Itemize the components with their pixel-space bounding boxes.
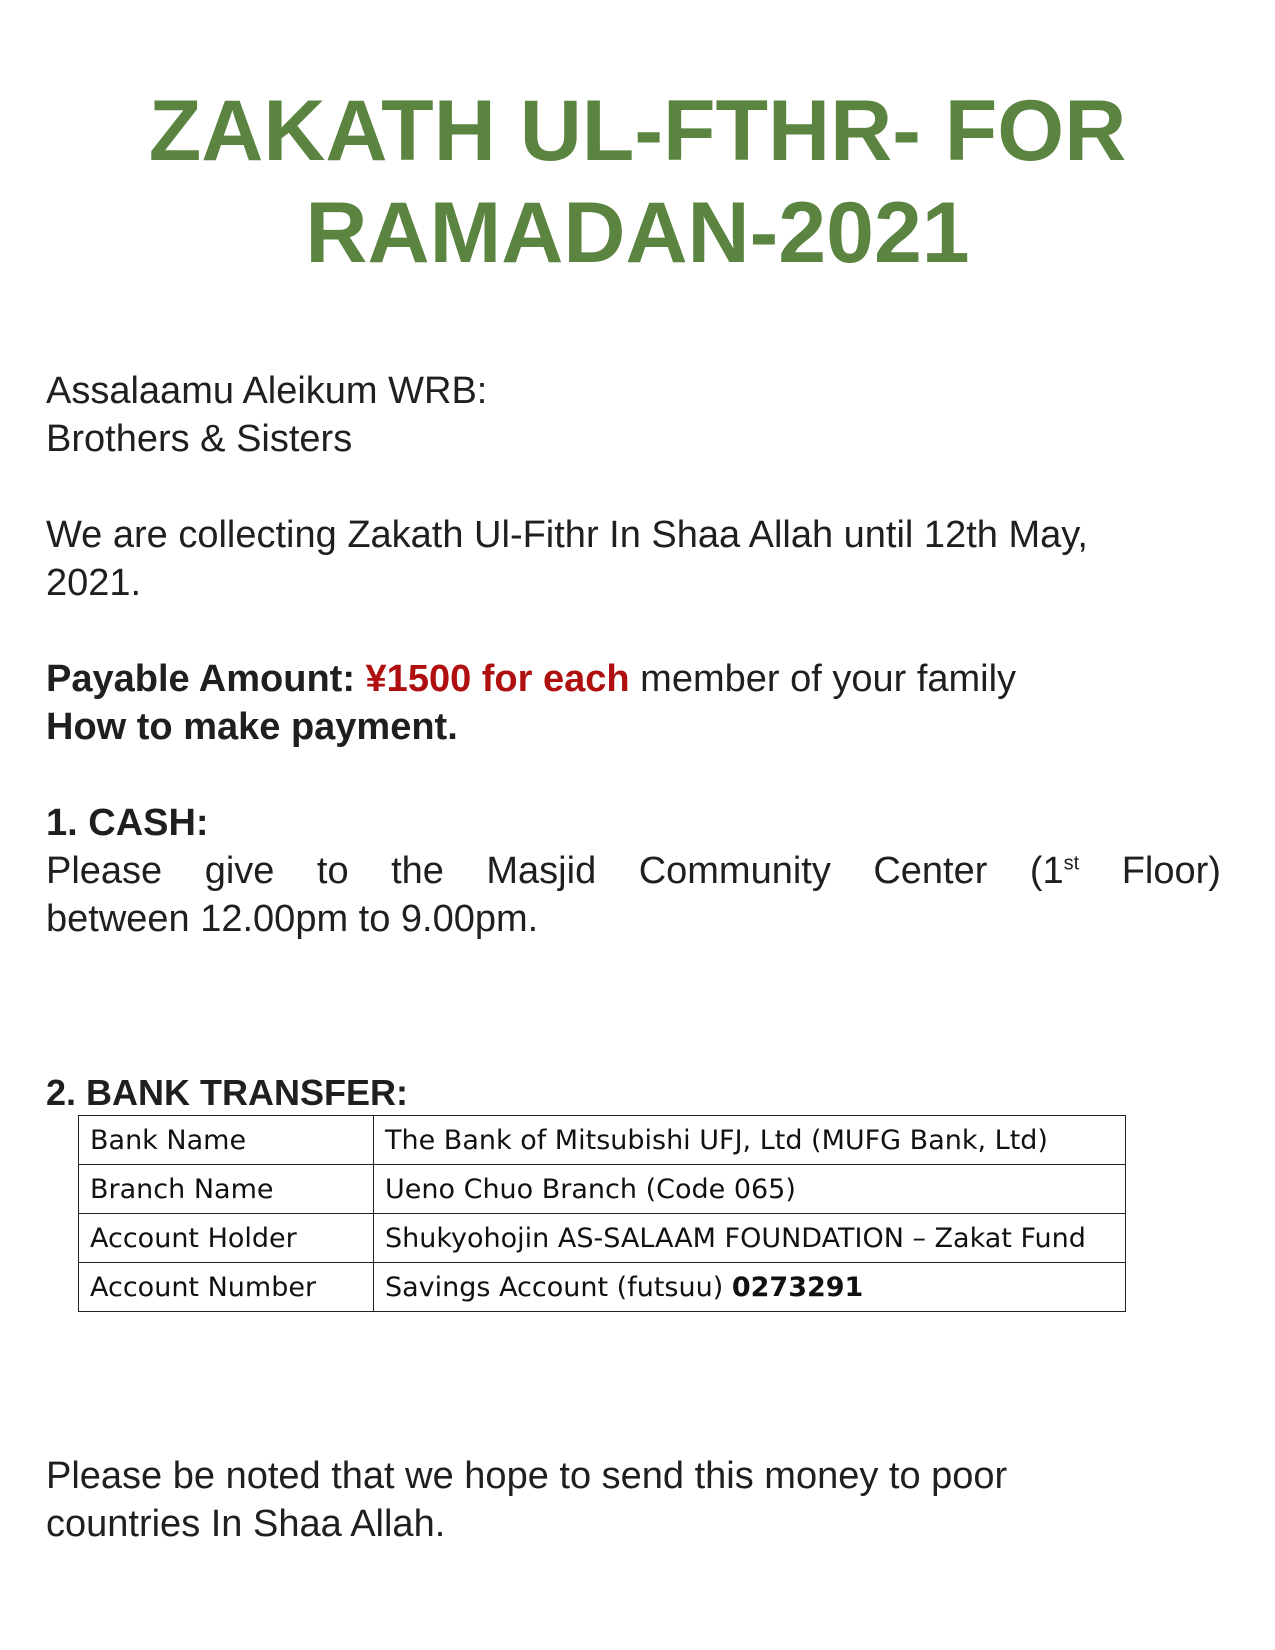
closing-note-line-1: Please be noted that we hope to send this money to poor bbox=[46, 1455, 1008, 1497]
cash-word: Please bbox=[46, 850, 163, 892]
collection-notice bbox=[46, 511, 1221, 607]
payable-section bbox=[46, 655, 1221, 751]
bank-details-table bbox=[78, 1115, 1126, 1312]
payable-rest: member of your family bbox=[640, 658, 1017, 700]
cash-instructions bbox=[46, 847, 1221, 943]
cash-word: Masjid bbox=[486, 850, 597, 892]
how-to-pay-heading: How to make payment. bbox=[46, 706, 458, 748]
cash-word: to bbox=[316, 850, 349, 892]
closing-note bbox=[46, 1452, 1221, 1548]
collection-notice-line-2: 2021. bbox=[46, 562, 142, 604]
payable-amount: ¥1500 for each bbox=[365, 658, 630, 700]
branch-name-value: Ueno Chuo Branch (Code 065) bbox=[374, 1165, 1126, 1214]
ordinal-suffix: st bbox=[1063, 852, 1080, 875]
cash-floor-number: (1st bbox=[1029, 850, 1080, 892]
cash-word: the bbox=[391, 850, 444, 892]
closing-note-line-2: countries In Shaa Allah. bbox=[46, 1503, 446, 1545]
bank-name-label: Bank Name bbox=[79, 1116, 374, 1165]
page-title bbox=[60, 80, 1215, 284]
collection-notice-line-1: We are collecting Zakath Ul-Fithr In Shaa Allah until 12th May, bbox=[46, 514, 1088, 556]
account-holder-label: Account Holder bbox=[79, 1214, 374, 1263]
cash-word: Community bbox=[638, 850, 831, 892]
account-number-label: Account Number bbox=[79, 1263, 374, 1312]
greeting-salutation: Assalaamu Aleikum WRB: bbox=[46, 370, 488, 412]
payable-amount-line bbox=[46, 655, 1221, 703]
payable-label: Payable Amount: bbox=[46, 658, 355, 700]
table-row bbox=[79, 1165, 1126, 1214]
table-row bbox=[79, 1214, 1126, 1263]
cash-word: give bbox=[204, 850, 275, 892]
cash-floor-label: Floor) bbox=[1121, 850, 1221, 892]
account-holder-value: Shukyohojin AS-SALAAM FOUNDATION – Zakat Fund bbox=[374, 1214, 1126, 1263]
title-line-2: RAMADAN-2021 bbox=[305, 185, 970, 281]
greeting bbox=[46, 367, 1221, 463]
table-row bbox=[79, 1116, 1126, 1165]
bank-transfer-heading: 2. BANK TRANSFER: bbox=[46, 1072, 409, 1113]
bank-name-value: The Bank of Mitsubishi UFJ, Ltd (MUFG Bank, Ltd) bbox=[374, 1116, 1126, 1165]
title-line-1: ZAKATH UL-FTHR- FOR bbox=[148, 83, 1127, 179]
cash-heading: 1. CASH: bbox=[46, 802, 209, 844]
table-row bbox=[79, 1263, 1126, 1312]
cash-word: Center bbox=[873, 850, 988, 892]
cash-instructions-line-2: between 12.00pm to 9.00pm. bbox=[46, 898, 539, 940]
cash-instructions-line-1 bbox=[46, 847, 1221, 895]
branch-name-label: Branch Name bbox=[79, 1165, 374, 1214]
greeting-audience: Brothers & Sisters bbox=[46, 418, 353, 460]
account-number: 0273291 bbox=[731, 1271, 864, 1303]
account-type: Savings Account (futsuu) bbox=[385, 1271, 724, 1303]
account-number-value bbox=[374, 1263, 1126, 1312]
